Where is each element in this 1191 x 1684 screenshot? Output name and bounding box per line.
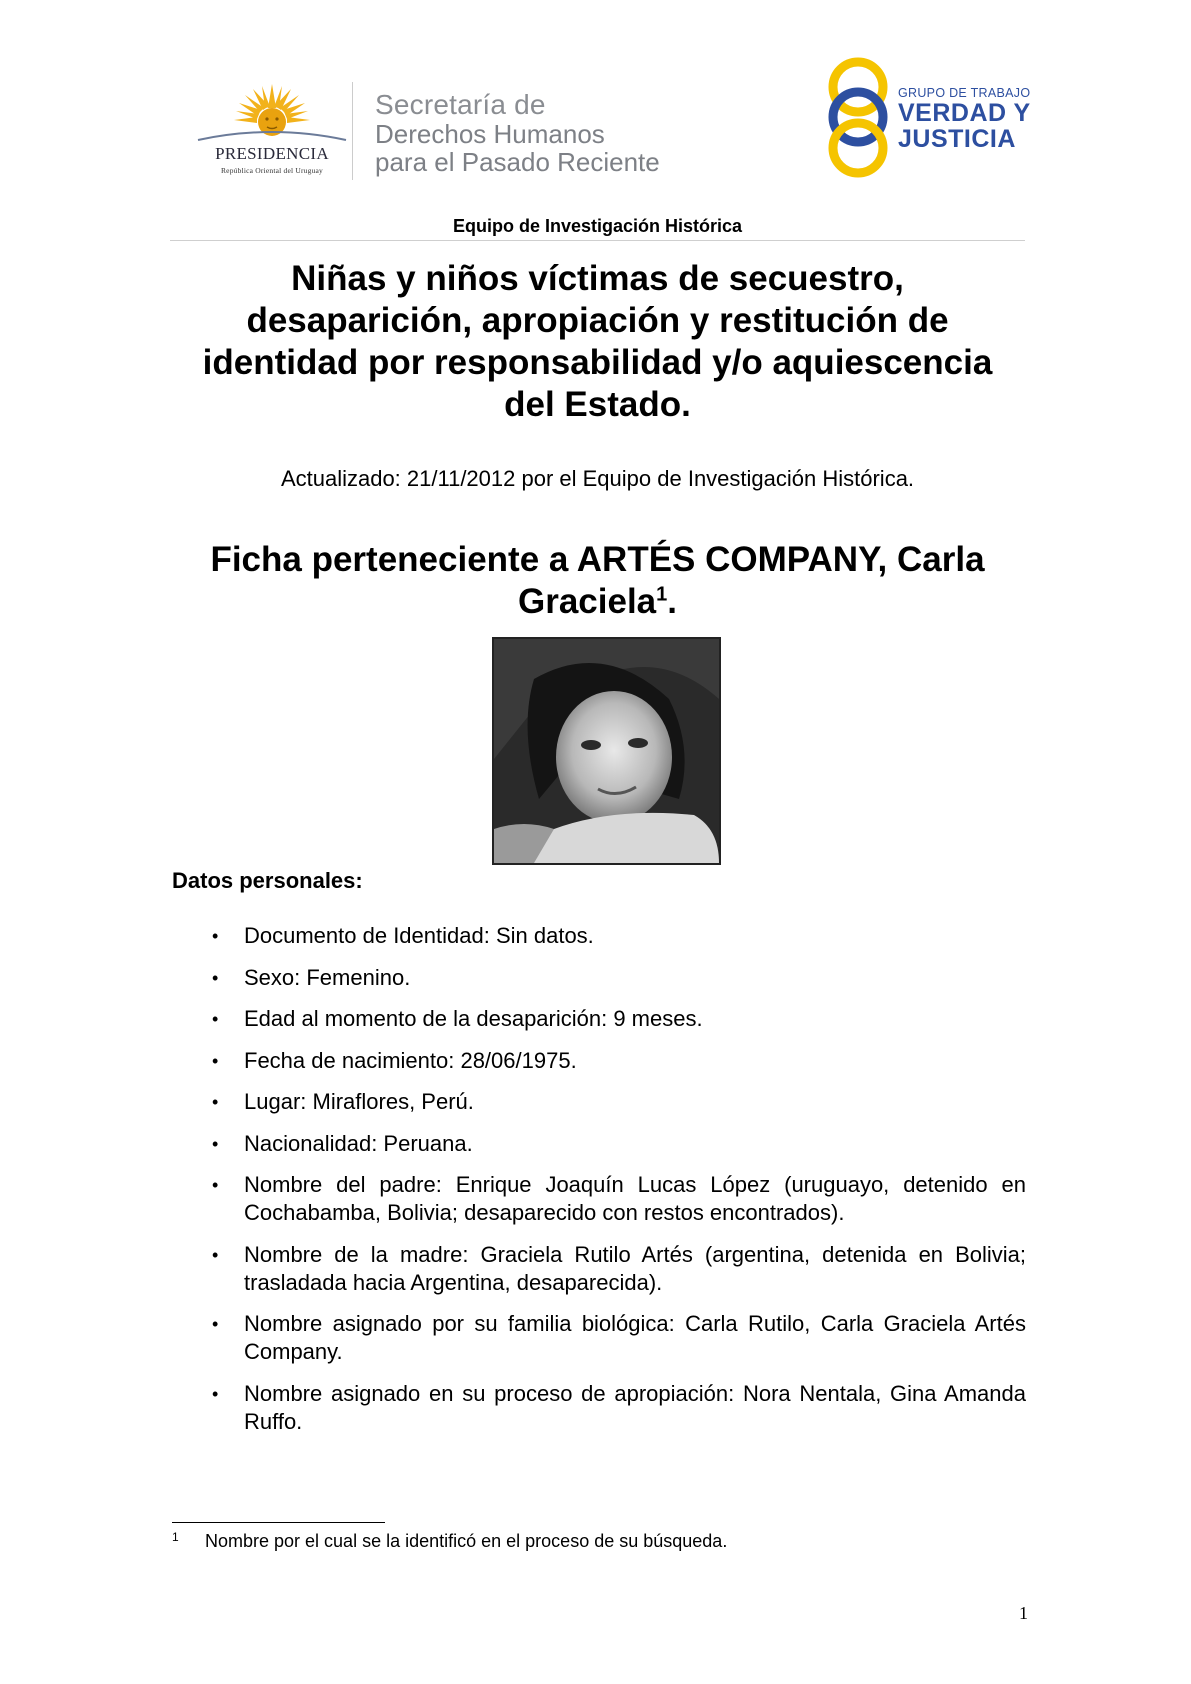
list-item — [172, 1380, 1026, 1436]
list-item — [172, 1047, 1026, 1075]
header-rule — [170, 240, 1025, 241]
secretaria-line-3: para el Pasado Reciente — [375, 147, 660, 177]
title-line-4: del Estado. — [504, 385, 691, 424]
grupo-line-1: GRUPO DE TRABAJO — [898, 86, 1031, 100]
item-text: Documento de Identidad: Sin datos. — [244, 923, 594, 948]
bullet-icon: • — [212, 1133, 219, 1154]
bullet-icon: • — [212, 1009, 219, 1029]
title-line-3: identidad por responsabilidad y/o aquiescencia — [202, 343, 993, 382]
page-number: 1 — [1019, 1603, 1028, 1623]
footnote-rule — [172, 1522, 385, 1523]
bullet-icon: • — [212, 1244, 219, 1265]
title-line-1: Niñas y niños víctimas de secuestro, — [291, 259, 904, 298]
item-text: Lugar: Miraflores, Perú. — [244, 1089, 474, 1114]
presidencia-name: PRESIDENCIA — [215, 144, 329, 163]
presidencia-subtitle: República Oriental del Uruguay — [220, 166, 323, 175]
verdad-justicia-logo — [822, 55, 1042, 180]
grupo-line-3: JUSTICIA — [898, 125, 1016, 153]
team-heading: Equipo de Investigación Histórica — [452, 216, 743, 236]
ficha-line-1: Ficha perteneciente a ARTÉS COMPANY, Carla — [210, 540, 985, 579]
section-title: Datos personales: — [172, 868, 363, 893]
bullet-icon: • — [212, 1314, 219, 1334]
footnote-text: Nombre por el cual se la identificó en el proceso de su búsqueda. — [205, 1531, 728, 1551]
list-item — [172, 1130, 1026, 1158]
ficha-heading — [170, 539, 1025, 623]
item-text: Sexo: Femenino. — [244, 964, 411, 990]
secretaria-line-1: Secretaría de — [375, 89, 546, 120]
list-item — [172, 1171, 1026, 1227]
item-text: Nombre de la madre: Graciela Rutilo Artés (argentina, detenida en Bolivia; trasladada hacia Argentina, desaparecida). — [244, 1241, 1026, 1295]
list-item — [172, 1310, 1026, 1366]
bullet-icon: • — [212, 967, 219, 988]
portrait-photo — [492, 637, 721, 865]
bullet-icon: • — [212, 1175, 219, 1195]
grupo-line-2: VERDAD Y — [898, 99, 1031, 127]
title-line-2: desaparición, apropiación y restitución de — [246, 301, 949, 340]
list-item — [172, 1005, 1026, 1033]
item-text: Nombre del padre: Enrique Joaquín Lucas López (uruguayo, detenido en Cochabamba, Bolivia; desaparecido con restos encontrados). — [244, 1172, 1026, 1225]
footnote-reference[interactable]: 1 — [656, 583, 668, 606]
item-text: Fecha de nacimiento: 28/06/1975. — [244, 1047, 577, 1073]
list-item — [172, 1241, 1026, 1297]
portrait-image-icon — [494, 639, 719, 863]
list-item — [172, 964, 1026, 992]
secretaria-logo — [375, 90, 715, 176]
list-item — [172, 922, 1026, 950]
item-text: Nombre asignado en su proceso de apropiación: Nora Nentala, Gina Amanda Ruffo. — [244, 1380, 1026, 1434]
interlocked-rings-icon — [822, 55, 898, 180]
ficha-line-2: Graciela — [517, 582, 657, 621]
footnote-mark: 1 — [172, 1530, 179, 1544]
header-divider — [352, 82, 353, 180]
bullet-icon: • — [212, 926, 219, 946]
sun-emblem-icon — [196, 82, 348, 144]
bullet-icon: • — [212, 1092, 219, 1112]
ficha-period: . — [667, 582, 677, 621]
bullet-icon: • — [212, 1050, 219, 1071]
list-item — [172, 1088, 1026, 1116]
document-title — [170, 258, 1025, 426]
bullet-icon: • — [212, 1383, 219, 1404]
item-text: Nacionalidad: Peruana. — [244, 1130, 473, 1156]
personal-data-list — [172, 922, 1026, 1449]
item-text: Edad al momento de la desaparición: 9 meses. — [244, 1006, 703, 1031]
item-text: Nombre asignado por su familia biológica: Carla Rutilo, Carla Graciela Artés Company. — [244, 1311, 1026, 1364]
presidencia-logo — [196, 82, 348, 180]
updated-note: Actualizado: 21/11/2012 por el Equipo de Investigación Histórica. — [280, 466, 915, 491]
secretaria-line-2: Derechos Humanos — [375, 119, 605, 149]
